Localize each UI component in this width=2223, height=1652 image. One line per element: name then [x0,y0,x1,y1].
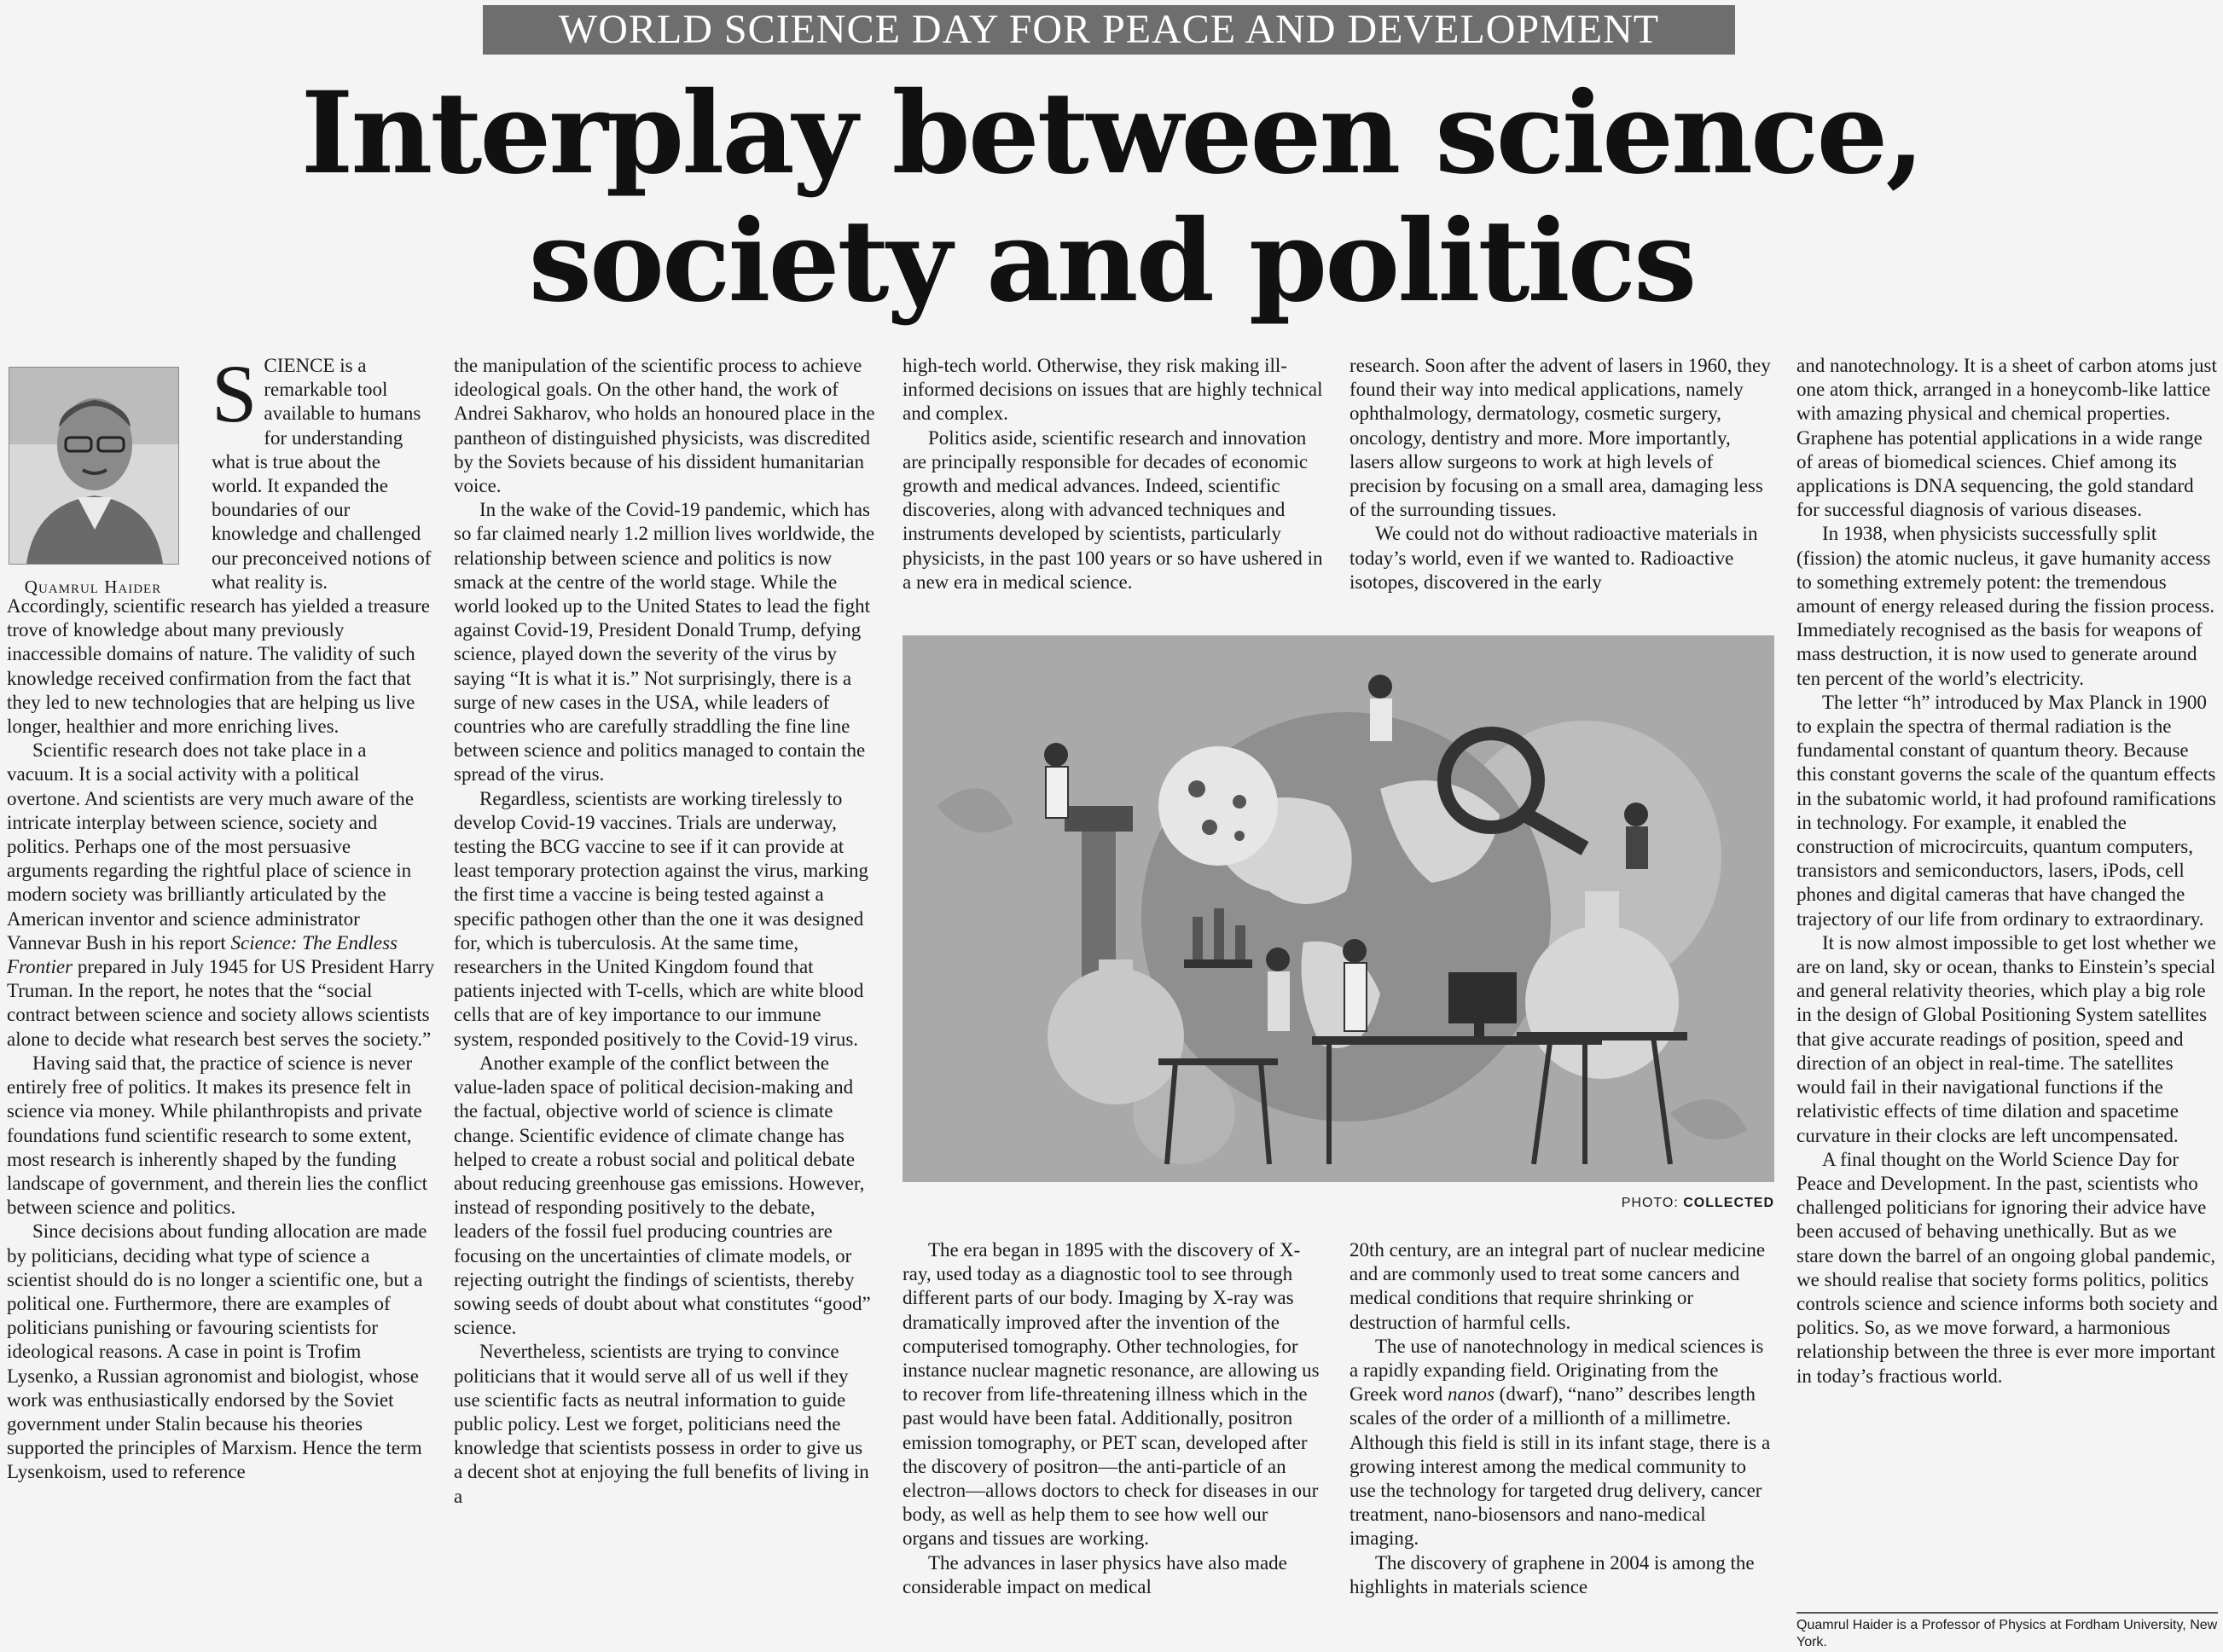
paragraph: The era began in 1895 with the discovery of X-ray, used today as a diagnostic tool to see through different parts of our body. Imaging by X-ray was dramatically improved after the invention of the computerised tomography. Other technologies, for instance nuclear magnetic resonance, are allowing us to recover from life-threatening illness which in the past would have been fatal. Additionally, positron emission tomography, or PET scan, developed after the discovery of positron—the anti-particle of an electron—allows doctors to check for diseases in our body, as well as help them to see how well our organs and tissues are working. [903,1239,1320,1550]
article-column-1 [7,348,435,1485]
article-column-4 [1349,354,1771,594]
article-column-4-bottom [1349,1238,1771,1599]
paragraph: In the wake of the Covid-19 pandemic, which has so far claimed nearly 1.2 million lives worldwide, the relationship between science and politics is now smack at the centre of the world stage. While the world looked up to the United States to lead the fight against Covid-19, President Donald Trump, defying science, played down the severity of the virus by saying “It is what it is.” Not surprisingly, there is a surge of new cases in the USA, while leaders of countries who are carefully straddling the fine line between science and politics managed to contain the spread of the virus. [454,499,875,785]
paragraph: high-tech world. Otherwise, they risk making ill-informed decisions on issues that are highly technical and complex. [903,355,1323,425]
report-title: Science: The Endless Frontier [7,931,398,978]
paragraph: Accordingly, scientific research has yielded a treasure trove of knowledge about many previously inaccessible domains of nature. The validity of such knowledge received confirmation from the fact that they led to new technologies that are helping us live longer, healthier and more enriching lives. [7,595,430,738]
headline [0,67,2223,328]
article-column-3-bottom [903,1238,1324,1599]
paragraph: research. Soon after the advent of lasers in 1960, they found their way into medical applications, namely ophthalmology, dermatology, cosmetic surgery, oncology, dentistry and more. More importantly, lasers allow surgeons to work at high levels of precision by focusing on a small area, damaging less of the surrounding tissues. [1349,355,1771,521]
paragraph: Another example of the conflict between the value-laden space of political decision-making and the factual, objective world of science is climate change. Scientific evidence of climate change has helped to create a robust social and political debate about reducing greenhouse gas emissions. However, instead of responding positively to the debate, leaders of the fossil fuel producing countries are focusing on the uncertainties of climate models, or rejecting outright the findings of scientists, thereby sowing seeds of doubt about what constitutes “good” science. [454,1052,871,1339]
headline-line-1: Interplay between science, [300,67,1923,200]
paragraph: The discovery of graphene in 2004 is among the highlights in materials science [1349,1551,1755,1597]
paragraph: A final thought on the World Science Day for Peace and Development. In the past, scientists who challenged politicians for ignoring their advice have been accused of behaving unethically. But as we stare down the barrel of an ongoing global pandemic, we should realise that society forms politics, politics controls science and science informs both society and politics. So, as we move forward, a harmonious relationship between the three is ever more important in today’s fractious world. [1796,1148,2218,1387]
lead-paragraph [212,348,435,594]
paragraph: In 1938, when physicists successfully split (fission) the atomic nucleus, it gave humanity access to something extremely potent: the tremendous amount of energy released during the fission process. Immediately recognised as the basis for weapons of mass destruction, it is now used to generate around ten percent of the world’s electricity. [1796,523,2215,689]
paragraph-lead-text: CIENCE is a remarkable tool available to humans for understanding what is true about the world. It expanded the boundaries of our knowledge and challenged our preconceived notions of what reality is. [212,355,432,593]
paragraph: and nanotechnology. It is a sheet of carbon atoms just one atom thick, arranged in a honeycomb-like lattice with amazing physical and chemical properties. Graphene has potential applications in a wide range of areas of biomedical sciences. Chief among its applications is DNA sequencing, the gold standard for successful diagnosis of various diseases. [1796,355,2217,521]
paragraph: Since decisions about funding allocation are made by politicians, deciding what type of science a scientist should do is no longer a scientific one, but a political one. Furthermore, there are examples of politicians punishing or favouring scientists for ideological reasons. A case in point is Trofim Lysenko, a Russian agronomist and biologist, whose work was enthusiastically endorsed by the Soviet government under Stalin because his theories supported the principles of Marxism. Hence the term Lysenkoism, used to reference [7,1220,427,1483]
article-column-2 [454,354,875,1509]
photo-credit-label: PHOTO: [1621,1196,1679,1210]
paragraph: The use of nanotechnology in medical sciences is a rapidly expanding field. Originating from the Greek word nanos (dwarf), “nano” describes length scales of the order of a millionth of a millimetre. Although this field is still in its infant stage, there is a growing interest among the medical community to use the technology for targeted drug delivery, cancer treatment, nano-biosensors and nano-medical imaging. [1349,1335,1771,1550]
paragraph: the manipulation of the scientific process to achieve ideological goals. On the other hand, the work of Andrei Sakharov, who holds an honoured place in the pantheon of distinguished physicists, was discredited by the Soviets because of his dissident humanitarian voice. [454,355,875,497]
paragraph: It is now almost impossible to get lost whether we are on land, sky or ocean, thanks to Einstein’s special and general relativity theories, which play a big role in the design of Global Positioning System satellites that give accurate readings of position, speed and direction of an object in real-time. The satellites would fail in their navigational functions if the relativistic effects of time dilation and spacetime curvature in their clocks are left uncompensated. [1796,931,2216,1146]
paragraph: Having said that, the practice of science is never entirely free of politics. It makes its presence felt in science via money. While philanthropists and private foundations fund scientific research to some extent, most research is inherently shaped by the funding landscape of government, and therein lies the conflict between science and politics. [7,1052,428,1219]
paragraph: Regardless, scientists are working tirelessly to develop Covid-19 vaccines. Trials are underway, testing the BCG vaccine to see if it can provide at least temporary protection against the virus, marking the first time a vaccine is being tested against a specific pathogen other than the one it was designed for, which is tuberculosis. At the same time, researchers in the United Kingdom found that patients injected with T-cells, which are white blood cells that are of key importance to our immune system, responded positively to the Covid-19 virus. [454,787,869,1050]
paragraph: We could not do without radioactive materials in today’s world, even if we wanted to. Radioactive isotopes, discovered in the early [1349,523,1758,593]
article-column-3 [903,354,1324,594]
section-kicker: WORLD SCIENCE DAY FOR PEACE AND DEVELOPMENT [483,5,1735,55]
photo-credit-source: COLLECTED [1683,1196,1774,1210]
author-footnote: Quamrul Haider is a Professor of Physics at Fordham University, New York. [1796,1612,2218,1651]
paragraph: The advances in laser physics have also made considerable impact on medical [903,1551,1287,1597]
author-byline: Quamrul Haider [24,577,162,597]
headline-line-2: society and politics [528,195,1695,328]
drop-cap: S [212,348,258,439]
science-scene-icon [903,635,1774,1182]
photo-credit [1535,1196,1774,1211]
article-column-5 [1796,354,2218,1388]
science-illustration [903,635,1774,1182]
greek-word: nanos [1447,1383,1495,1406]
paragraph: 20th century, are an integral part of nuclear medicine and are commonly used to treat some cancers and medical conditions that require shrinking or destruction of harmful cells. [1349,1239,1766,1333]
paragraph: Nevertheless, scientists are trying to convince politicians that it would serve all of us well if they use scientific facts as neutral information to guide public policy. Lest we forget, politicians need the knowledge that scientists possess in order to give us a decent shot at enjoying the full benefits of living in a [454,1341,869,1507]
paragraph: The letter “h” introduced by Max Planck in 1900 to explain the spectra of thermal radiation is the fundamental constant of quantum theory. Because this constant governs the scale of the quantum effects in the subatomic world, it had profound ramifications in technology. For example, it enabled the construction of microcircuits, quantum computers, transistors and semiconductors, lasers, iPods, cell phones and digital cameras that have changed the trajectory of our life from ordinary to extraordinary. [1796,691,2216,930]
paragraph: Scientific research does not take place in a vacuum. It is a social activity with a political overtone. And scientists are very much aware of the intricate interplay between science, society and politics. Perhaps one of the most persuasive arguments regarding the rightful place of science in modern society was brilliantly articulated by the American inventor and science administrator Vannevar Bush in his report Science: The Endless Frontier prepared in July 1945 for US President Harry Truman. In the report, he notes that the “social contract between science and society allows scientists alone to decide what research best serves the society.” [7,739,435,1050]
paragraph: Politics aside, scientific research and innovation are principally responsible for decades of economic growth and medical advances. Indeed, scientific discoveries, along with advanced techniques and instruments developed by scientists, particularly physicists, in the past 100 years or so have ushered in a new era in medical science. [903,426,1323,593]
